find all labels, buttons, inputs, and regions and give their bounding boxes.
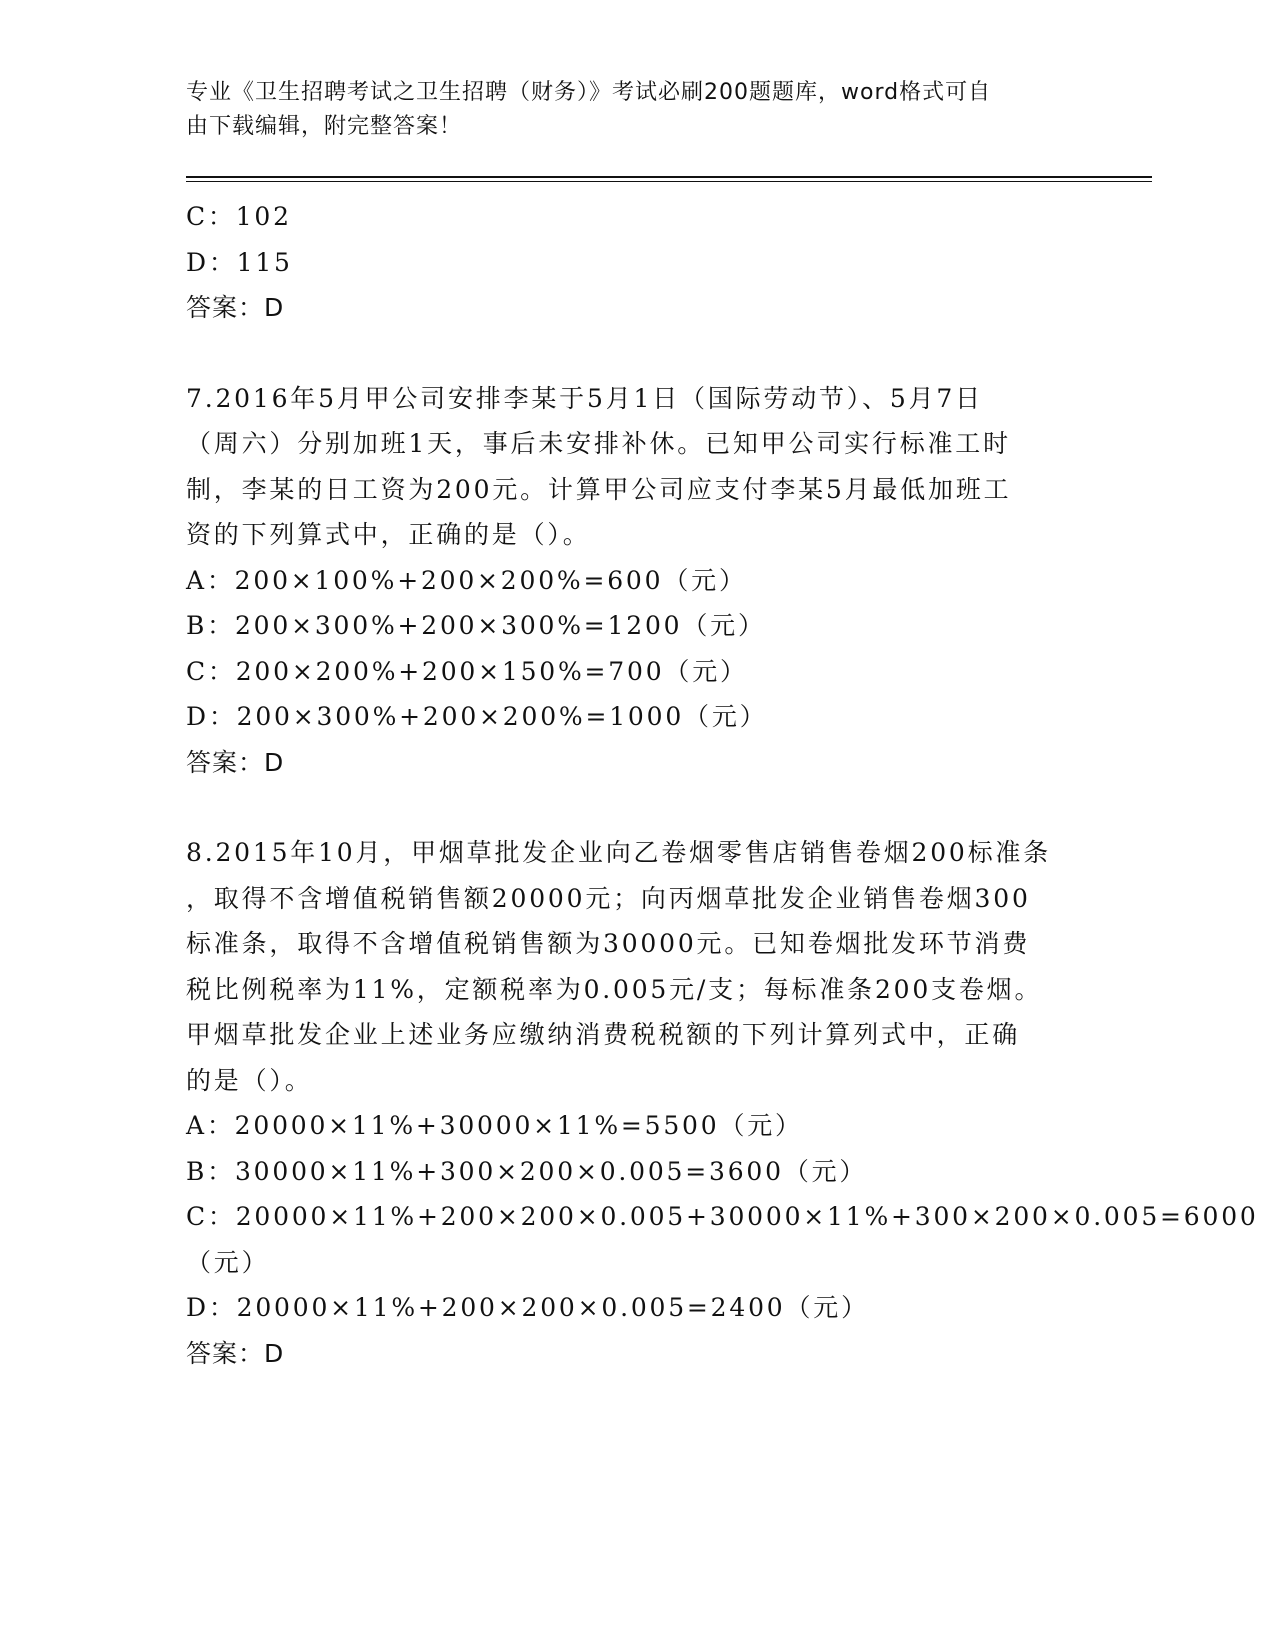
header-rule-thick [186,176,1152,178]
question-stem-line: 8.2015年10月，甲烟草批发企业向乙卷烟零售店销售卷烟200标准条 [186,838,1052,867]
option-c: C：20000×11%+200×200×0.005+30000×11%+300×200×0.005=6000 [186,1202,1259,1231]
question-stem-line: 7.2016年5月甲公司安排李某于5月1日（国际劳动节）、5月7日 [186,383,983,413]
header-line-2: 由下载编辑，附完整答案！ [186,114,463,139]
question-stem-line: 标准条，取得不含增值税销售额为30000元。已知卷烟批发环节消费 [186,929,1031,958]
answer-line: 答案：D [186,293,285,322]
question-stem-line: 甲烟草批发企业上述业务应缴纳消费税税额的下列计算列式中，正确 [186,1020,1021,1049]
option-d: D：20000×11%+200×200×0.005=2400（元） [186,1293,869,1322]
option-c: C：200×200%+200×150%=700（元） [186,656,748,686]
document-header [186,76,1086,144]
question-stem-line: 资的下列算式中，正确的是（）。 [186,520,591,549]
option-b: B：30000×11%+300×200×0.005=3600（元） [186,1156,868,1186]
option-a: A：20000×11%+30000×11%=5500（元） [186,1111,803,1140]
option-d: D：115 [186,247,293,277]
option-c-continued: （元） [186,1247,270,1277]
question-stem-line: ，取得不含增值税销售额20000元；向丙烟草批发企业销售卷烟300 [186,883,1031,913]
option-b: B：200×300%+200×300%=1200（元） [186,611,766,640]
document-body [186,194,1259,1376]
answer-line: 答案：D [186,747,285,777]
option-a: A：200×100%+200×200%=600（元） [186,565,747,595]
header-line-1: 专业《卫生招聘考试之卫生招聘（财务）》考试必刷200题题库，word格式可自 [186,80,992,105]
header-rule-thin [186,181,1152,182]
question-stem-line: 制，李某的日工资为200元。计算甲公司应支付李某5月最低加班工 [186,474,1012,504]
previous-question-tail [186,194,1086,331]
option-c: C：102 [186,202,292,231]
question-8 [186,830,1259,1376]
question-7 [186,376,1086,786]
answer-line: 答案：D [186,1338,285,1368]
question-stem-line: 税比例税率为11%，定额税率为0.005元/支；每标准条200支卷烟。 [186,974,1043,1004]
option-d: D：200×300%+200×200%=1000（元） [186,702,768,731]
question-stem-line: 的是（）。 [186,1065,313,1095]
question-stem-line: （周六）分别加班1天，事后未安排补休。已知甲公司实行标准工时 [186,429,1011,458]
